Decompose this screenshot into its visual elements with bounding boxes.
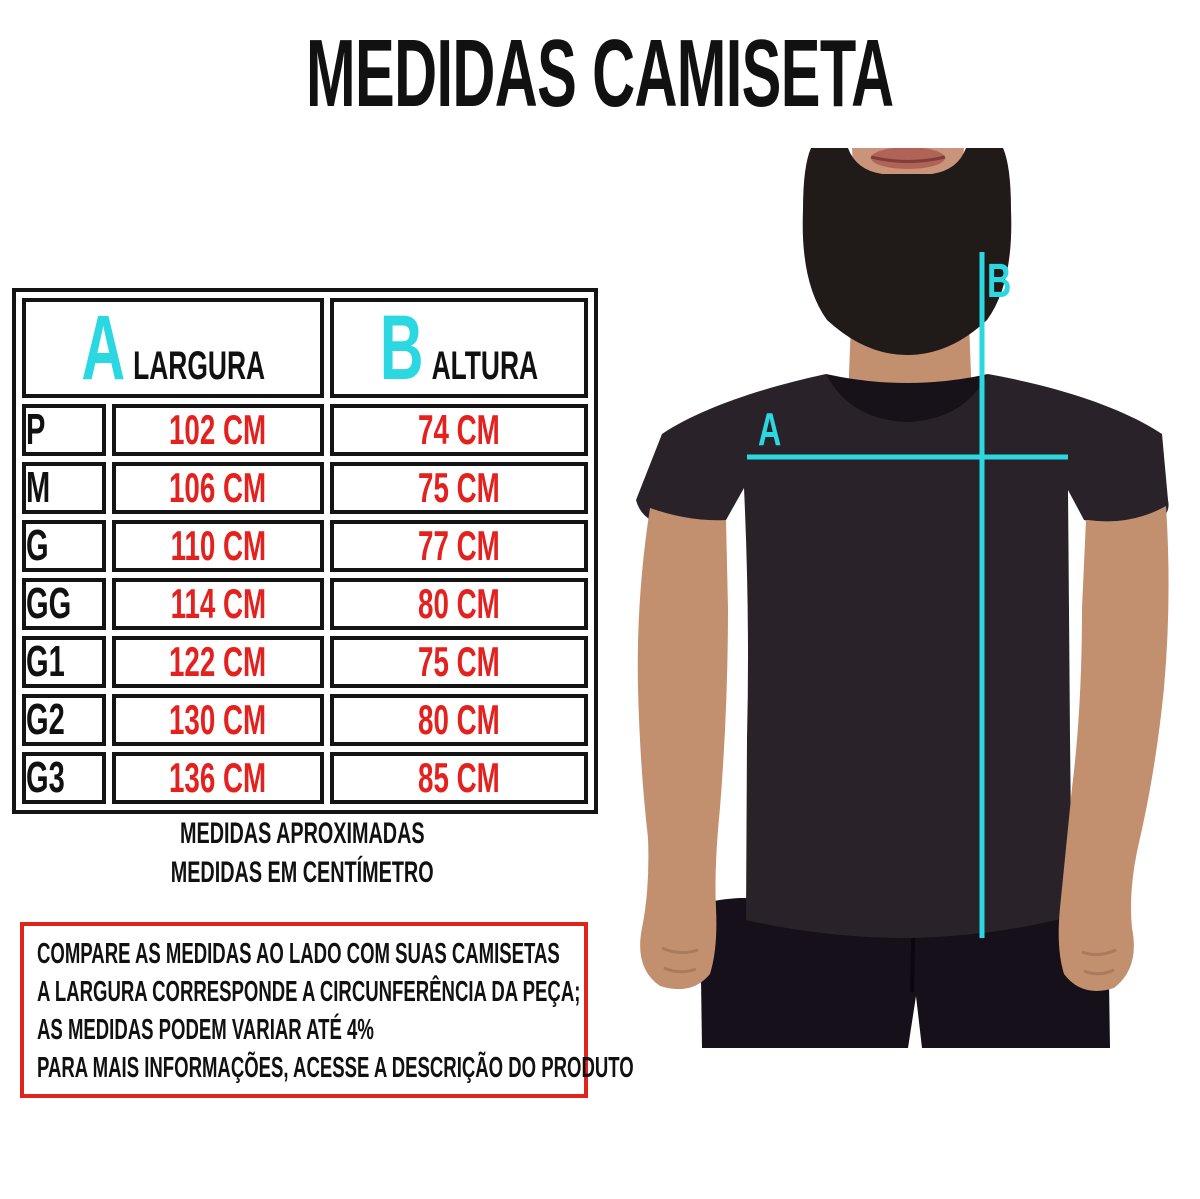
- largura-cell: 102 CM: [169, 406, 267, 453]
- left-arm: [638, 508, 728, 989]
- header-letter-a: A: [81, 298, 125, 398]
- model-photo: [620, 148, 1200, 1048]
- note-line: MEDIDAS APROXIMADAS: [179, 817, 425, 850]
- measure-label-a: A: [758, 403, 782, 455]
- header-label-altura: ALTURA: [431, 344, 539, 388]
- table-row: [22, 462, 588, 514]
- table-row: [22, 752, 588, 804]
- table-row: [22, 636, 588, 688]
- largura-cell: 110 CM: [170, 522, 266, 569]
- notes: [0, 814, 604, 892]
- size-cell: G1: [26, 637, 65, 686]
- size-cell: G2: [26, 695, 65, 744]
- disclaimer-line: COMPARE AS MEDIDAS AO LADO COM SUAS CAMISETAS: [37, 938, 560, 970]
- altura-cell: 75 CM: [418, 638, 500, 685]
- altura-cell: 85 CM: [418, 754, 500, 801]
- header-label-largura: LARGURA: [132, 344, 265, 388]
- size-cell: G: [26, 521, 49, 570]
- page-title: [0, 20, 1200, 127]
- altura-cell: 80 CM: [418, 580, 500, 627]
- largura-cell: 136 CM: [169, 754, 267, 801]
- size-cell: GG: [26, 579, 72, 628]
- altura-cell: 80 CM: [418, 696, 500, 743]
- size-table: [12, 288, 598, 814]
- largura-cell: 130 CM: [169, 696, 267, 743]
- altura-cell: 77 CM: [418, 522, 500, 569]
- table-header-largura: [22, 298, 324, 398]
- disclaimer-line: PARA MAIS INFORMAÇÕES, ACESSE A DESCRIÇÃO DO PRODUTO: [37, 1052, 634, 1084]
- table-row: [22, 578, 588, 630]
- table-header-row: [22, 298, 588, 398]
- size-cell: G3: [26, 753, 65, 802]
- disclaimer-line: A LARGURA CORRESPONDE A CIRCUNFERÊNCIA DA PEÇA;: [37, 976, 581, 1008]
- table-row: [22, 520, 588, 572]
- model-photo-illustration: [620, 148, 1200, 1048]
- table-row: [22, 694, 588, 746]
- altura-cell: 75 CM: [418, 464, 500, 511]
- table-header-altura: [330, 298, 588, 398]
- table-row: [22, 404, 588, 456]
- measure-label-b: B: [987, 255, 1012, 308]
- size-cell: M: [26, 463, 51, 512]
- disclaimer-box: [20, 922, 634, 1098]
- page-title-text: MEDIDAS CAMISETA: [306, 20, 894, 127]
- largura-cell: 114 CM: [170, 580, 266, 627]
- header-letter-b: B: [379, 298, 424, 398]
- disclaimer-line: AS MEDIDAS PODEM VARIAR ATÉ 4%: [37, 1014, 374, 1046]
- size-cell: P: [26, 405, 46, 454]
- largura-cell: 106 CM: [169, 464, 267, 511]
- altura-cell: 74 CM: [418, 406, 500, 453]
- right-arm: [1059, 506, 1169, 991]
- largura-cell: 122 CM: [169, 638, 267, 685]
- note-line: MEDIDAS EM CENTÍMETRO: [170, 856, 434, 889]
